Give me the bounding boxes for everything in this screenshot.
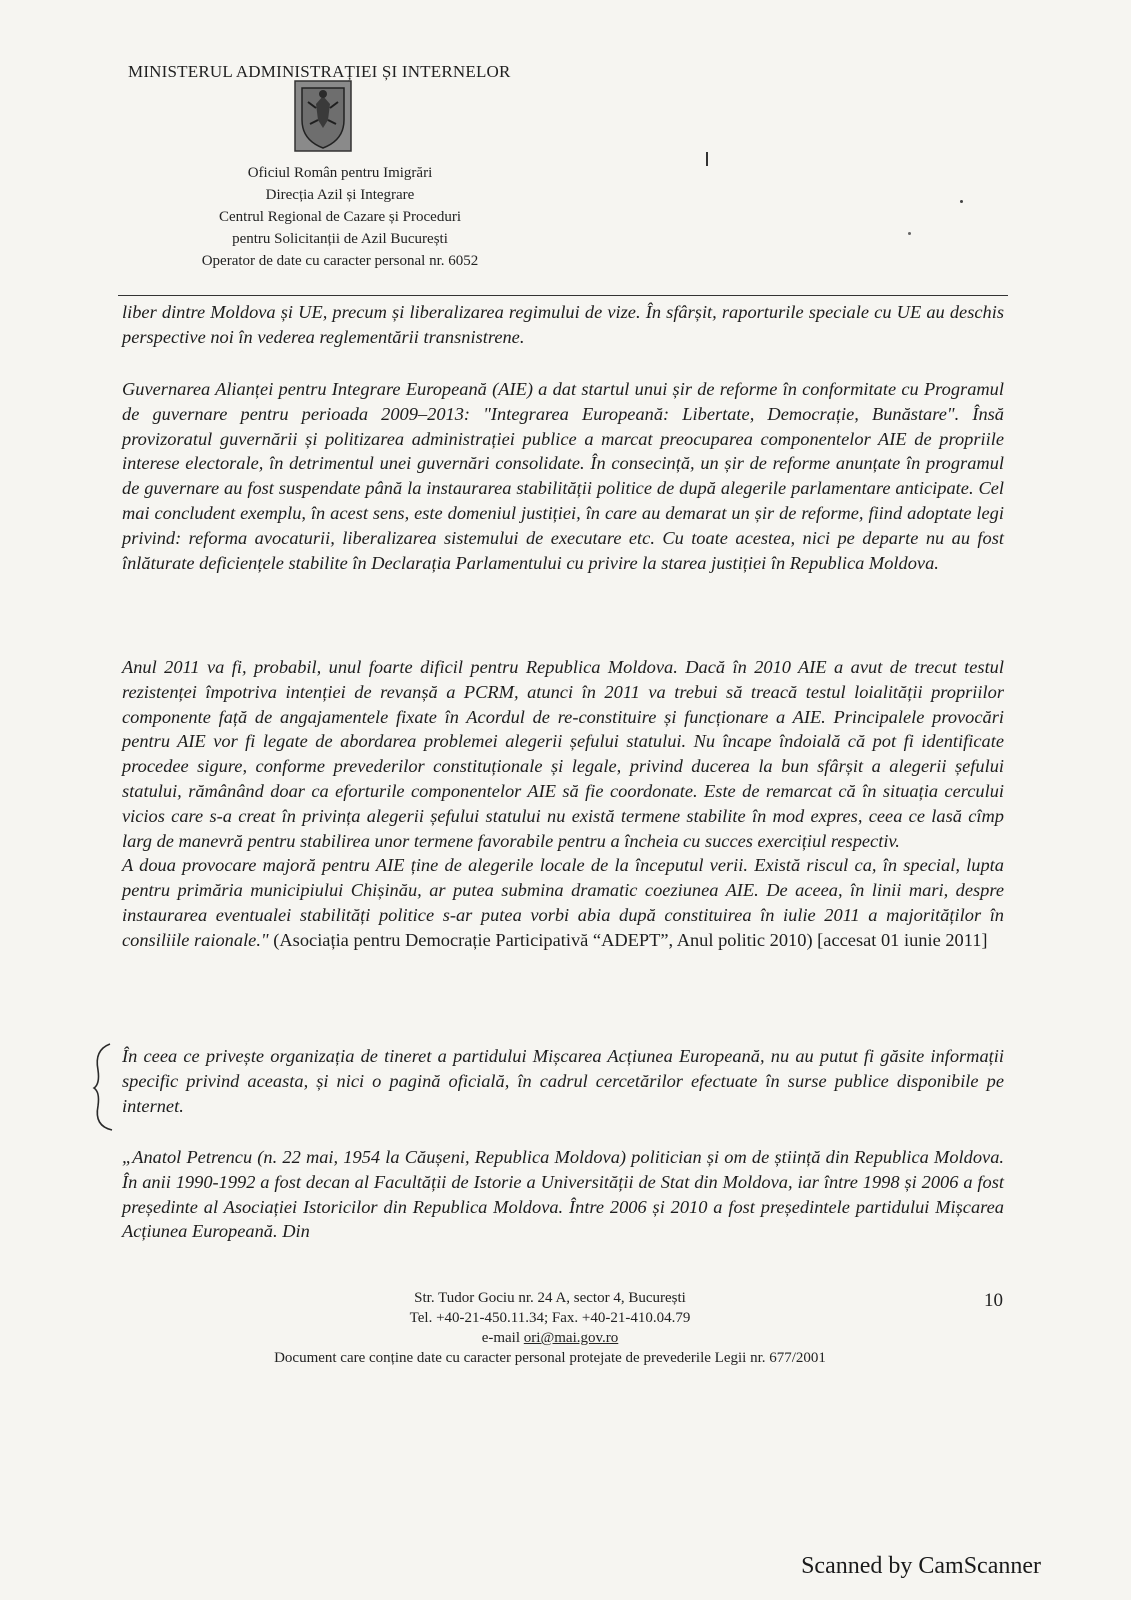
paragraph bbox=[122, 1145, 1004, 1244]
page-number: 10 bbox=[984, 1290, 1003, 1311]
email-label: e-mail bbox=[481, 1330, 524, 1346]
page-footer bbox=[180, 1288, 920, 1368]
office-line: Operator de date cu caracter personal nr. 6052 bbox=[201, 253, 479, 269]
paragraph-text: A doua provocare majoră pentru AIE ține de alegerile locale de la începutul verii. Există riscul ca, în special, lupta pentru primăria municipiului Chișinău, ar putea submina dramatic coeziunea AIE. De aceea, în linii mari, despre instaurarea eventualei stabilități politice s-ar putea vorbi abia după constituirea în iulie 2011 a majorităților în consiliile raionale." bbox=[122, 855, 1004, 950]
ministry-name: MINISTERUL ADMINISTRAȚIEI ȘI INTERNELOR bbox=[128, 62, 511, 81]
header-divider bbox=[118, 295, 1008, 296]
paragraph-text: În anii 1990-1992 a fost decan al Facultății de Istorie a Universității de Stat din Moldova, iar între 1998 și 2006 a fost președinte al Asociației Istoricilor din Republica Moldova. Între 2006 și 2010 a fost președintele partidului Mișcarea Acțiunea Europeană. Din bbox=[122, 1171, 1004, 1242]
paragraph: liber dintre Moldova și UE, precum și liberalizarea regimului de vize. În sfârșit, raporturile speciale cu UE au deschis perspective noi în vederea reglementării transnistrene. bbox=[122, 302, 1004, 347]
paragraph: În ceea ce privește organizația de tineret a partidului Mișcarea Acțiunea Europeană, nu au putut fi găsite informații specific privind aceasta, și nici o pagină oficială, în cadrul cercetărilor efectuate în surse publice disponibile pe internet. bbox=[122, 1046, 1004, 1116]
footer-phone: Tel. +40-21-450.11.34; Fax. +40-21-410.04.79 bbox=[409, 1310, 691, 1326]
paragraph: Guvernarea Alianței pentru Integrare Europeană (AIE) a dat startul unui șir de reforme în conformitate cu Programul de guvernare pentru perioada 2009–2013: "Integrarea Europeană: Libertate, Democrație, Bunăstare". Însă provizoratul guvernării și politizarea administrației publice a marcat preocuparea componentelor AIE de propriile interese electorale, în detrimentul unei guvernări consolidate. În consecință, un șir de reforme anunțate în programul de guvernare au fost suspendate până la instaurarea stabilității politice de după alegerile parlamentare anticipate. Cel mai concludent exemplu, în acest sens, este domeniul justiției, în care au demarat un șir de reforme, fiind adoptate legi privind: reforma avocaturii, liberalizarea sistemului de executare etc. Cu toate acestea, nici pe departe nu au fost înlăturate deficiențele stabilite în Declarația Parlamentului cu privire la starea justiției în Republica Moldova. bbox=[122, 379, 1004, 573]
footer-address: Str. Tudor Gociu nr. 24 A, sector 4, București bbox=[414, 1290, 686, 1306]
scan-mark bbox=[960, 200, 963, 203]
office-line: Oficiul Român pentru Imigrări bbox=[247, 165, 433, 181]
coat-of-arms-icon bbox=[294, 80, 352, 152]
office-block bbox=[150, 162, 530, 272]
handwritten-bracket-mark bbox=[90, 1040, 114, 1134]
scan-mark bbox=[706, 152, 708, 166]
footer-notice: Document care conține date cu caracter personal protejate de prevederile Legii nr. 677/2001 bbox=[274, 1350, 826, 1366]
office-line: Centrul Regional de Cazare și Proceduri bbox=[218, 209, 461, 225]
scan-mark bbox=[908, 232, 911, 235]
footer-email-line bbox=[180, 1328, 920, 1348]
office-line: pentru Solicitanții de Azil București bbox=[232, 231, 448, 247]
scanner-watermark: Scanned by CamScanner bbox=[801, 1553, 1041, 1579]
source-citation: (Asociația pentru Democrație Participativă “ADEPT”, Anul politic 2010) [accesat 01 iunie 2011] bbox=[268, 929, 988, 950]
paragraph-part: Anul 2011 va fi, probabil, unul foarte dificil pentru Republica Moldova. Dacă în 2010 AIE a avut de trecut testul rezistenței împotriva intenției de revanșă a PCRM, atunci în 2011 va trebui să treacă testul loialității propriilor componente față de angajamentele fixate în Acordul de re-constituire și funcționare a AIE. Principalele provocări pentru AIE vor fi legate de abordarea problemei alegerii șefului statului. Nu încape îndoială că pot fi identificate procedee sigure, conforme prevederilor constituționale și legale, privind ducerea la bun sfârșit a alegerii șefului statului, rămânând doar ca eforturile componentelor AIE să fie coordonate. Este de remarcat că în situația cercului vicios care s-a creat în privința alegerii șefului statului nu există termene stabilite în mod expres, ceea ce lasă cîmp larg de manevră pentru stabilirea unor termene favorabile pentru a încheia cu succes exercițiul respectiv. bbox=[122, 657, 1004, 851]
email-link[interactable]: ori@mai.gov.ro bbox=[523, 1330, 619, 1346]
quoted-paragraph bbox=[122, 655, 1004, 953]
office-line: Direcția Azil și Integrare bbox=[265, 187, 415, 203]
paragraph-part bbox=[122, 853, 1004, 952]
paragraph-text: „Anatol Petrencu (n. 22 mai, 1954 la Căușeni, Republica Moldova) politician și om de știință din Republica Moldova. bbox=[122, 1147, 1004, 1167]
